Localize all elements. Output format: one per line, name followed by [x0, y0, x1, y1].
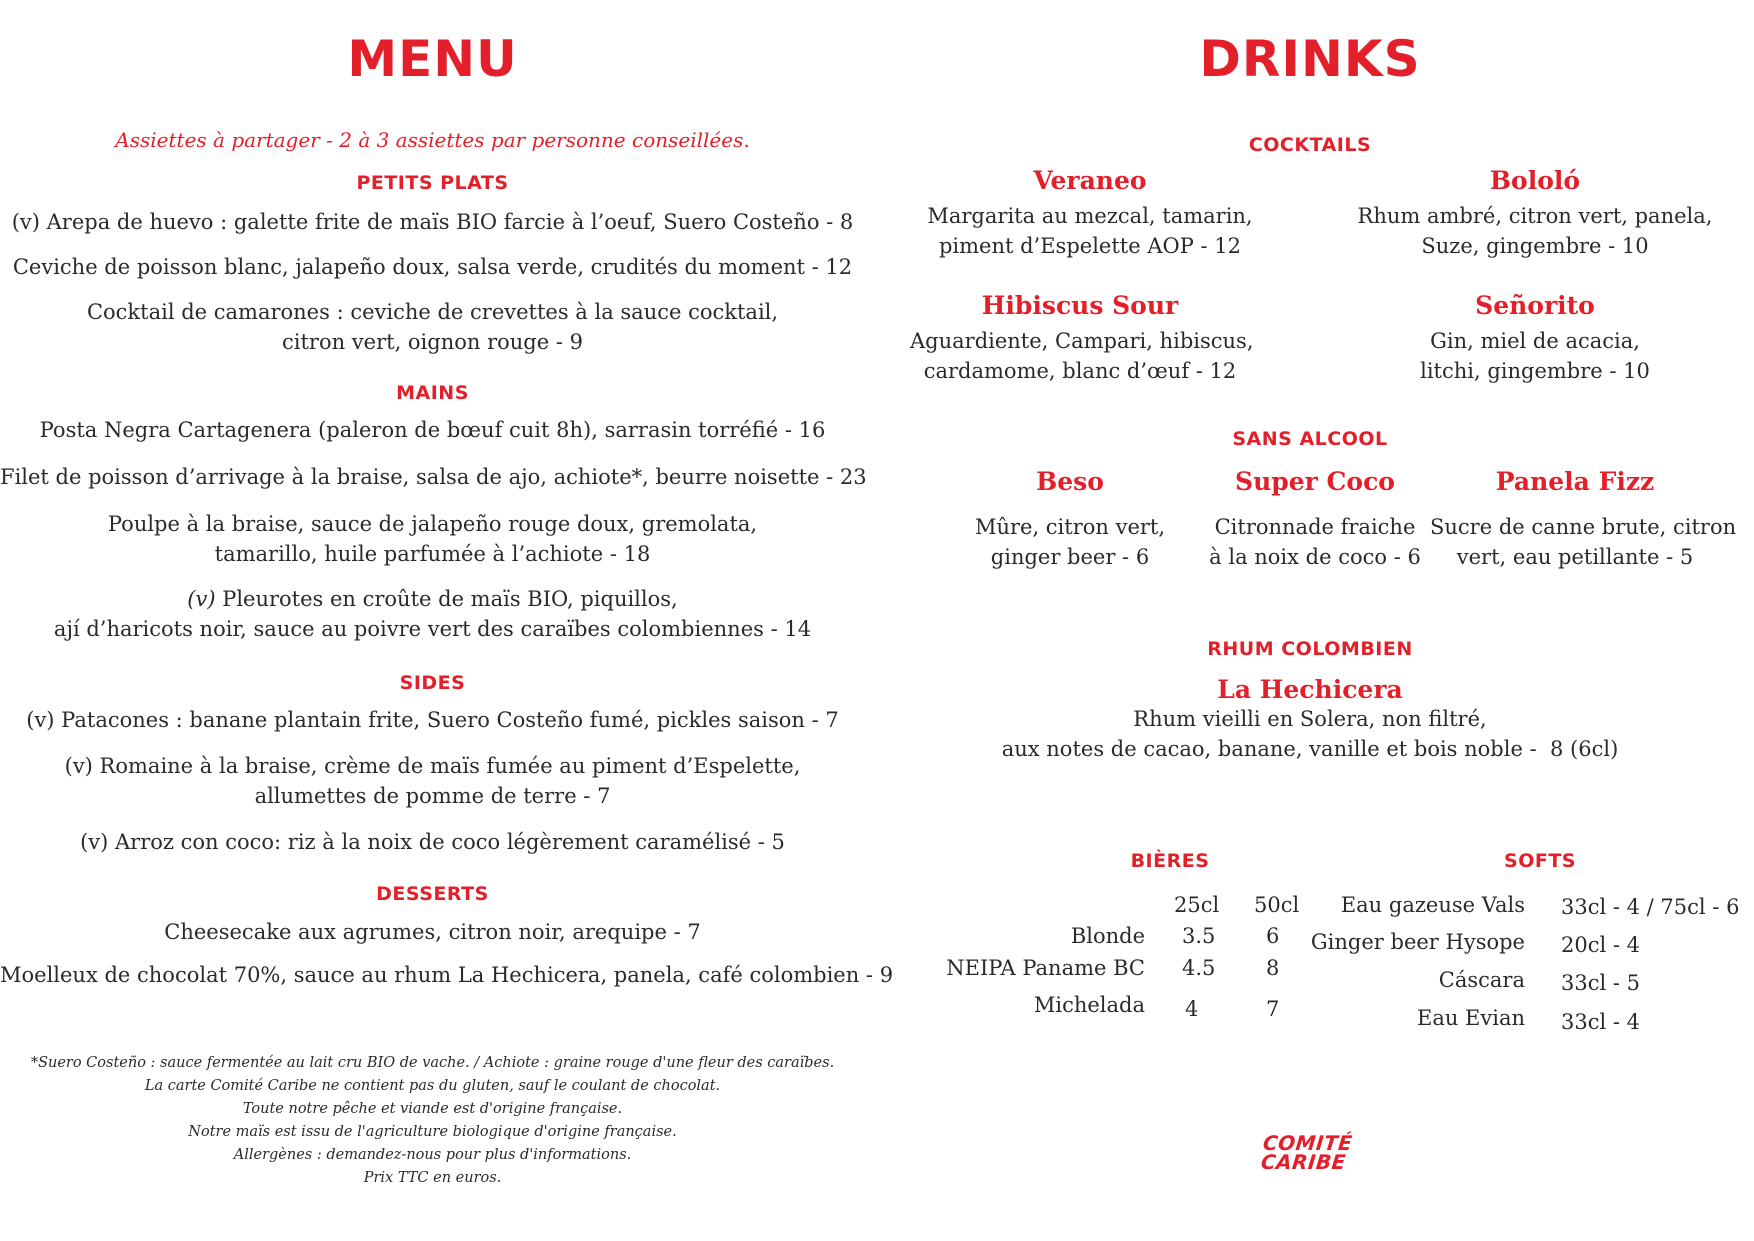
mocktail-desc: vert, eau petillante - 5 — [1456, 545, 1694, 569]
mains-item: Filet de poisson d’arrivage à la braise, salsa de ajo, achiote*, beurre noisette - 23 — [0, 465, 867, 489]
petits-plats-heading: PETITS PLATS — [356, 172, 509, 194]
mocktail-name: Beso — [1036, 467, 1104, 496]
soft-price: 20cl - 4 — [1561, 933, 1641, 957]
mocktail-beso — [950, 467, 1190, 572]
footnote-line: *Suero Costeño : sauce fermentée au lait cru BIO de vache. / Achiote : graine rouge d'une fleur des caraïbes. — [30, 1055, 835, 1071]
biere-price-50: 7 — [1266, 997, 1280, 1021]
footnote-line: Notre maïs est issu de l'agriculture biologique d'origine française. — [188, 1124, 677, 1140]
footnote-line: Prix TTC en euros. — [363, 1170, 502, 1186]
desserts-item: Cheesecake aux agrumes, citron noir, arequipe - 7 — [164, 920, 701, 944]
mains-item: Poulpe à la braise, sauce de jalapeño rouge doux, gremolata, — [107, 512, 758, 536]
soft-name: Ginger beer Hysope — [1310, 930, 1525, 954]
soft-name: Eau gazeuse Vals — [1340, 893, 1525, 917]
sans-alcool-heading: SANS ALCOOL — [1232, 428, 1388, 450]
footnote-line: Allergènes : demandez-nous pour plus d'informations. — [233, 1147, 632, 1163]
biere-name: NEIPA Paname BC — [946, 956, 1145, 980]
petits-plats-item: Ceviche de poisson blanc, jalapeño doux, salsa verde, crudités du moment - 12 — [12, 255, 853, 279]
mains-item-text: Pleurotes en croûte de maïs BIO, piquillos, — [215, 587, 678, 611]
cocktail-name: Bololó — [1489, 166, 1581, 195]
soft-price: 33cl - 5 — [1561, 971, 1641, 995]
biere-price-50: 8 — [1266, 956, 1280, 980]
cocktail-desc: cardamome, blanc d’œuf - 12 — [923, 359, 1237, 383]
petits-plats-item: (v) Arepa de huevo : galette frite de maïs BIO farcie à l’oeuf, Suero Costeño - 8 — [11, 210, 854, 234]
mocktail-panela-fizz — [1430, 467, 1737, 572]
biere-price-50: 6 — [1266, 924, 1280, 948]
soft-price: 33cl - 4 — [1561, 1010, 1641, 1034]
cocktail-desc: Rhum ambré, citron vert, panela, — [1357, 204, 1713, 228]
mocktail-desc: Citronnade fraiche — [1214, 515, 1416, 539]
mains-item: ají d’haricots noir, sauce au poivre vert des caraïbes colombiennes - 14 — [53, 617, 812, 641]
rhum-heading: RHUM COLOMBIEN — [1207, 638, 1413, 660]
mains-item: Posta Negra Cartagenera (paleron de bœuf cuit 8h), sarrasin torréfié - 16 — [39, 418, 826, 442]
mocktail-name: Super Coco — [1235, 467, 1395, 496]
sides-item: allumettes de pomme de terre - 7 — [254, 784, 611, 808]
vegetarian-marker: (v) — [187, 587, 216, 611]
cocktail-veraneo — [920, 166, 1260, 261]
mocktail-desc: à la noix de coco - 6 — [1209, 545, 1421, 569]
cocktail-bololo — [1340, 166, 1730, 261]
sides-heading: SIDES — [399, 672, 466, 694]
biere-name: Michelada — [1033, 993, 1145, 1017]
mocktail-desc: Sucre de canne brute, citron — [1430, 515, 1737, 539]
desserts-item: Moelleux de chocolat 70%, sauce au rhum La Hechicera, panela, café colombien - 9 — [0, 963, 894, 987]
softs-heading: SOFTS — [1504, 850, 1576, 872]
cocktail-desc: Margarita au mezcal, tamarin, — [927, 204, 1253, 228]
desserts-heading: DESSERTS — [376, 883, 489, 905]
footnote-line: La carte Comité Caribe ne contient pas du gluten, sauf le coulant de chocolat. — [144, 1078, 721, 1094]
rhum-la-hechicera — [960, 675, 1660, 764]
drinks-title: DRINKS — [1199, 30, 1421, 88]
cocktail-desc: Suze, gingembre - 10 — [1421, 234, 1649, 258]
menu-title: MENU — [347, 30, 518, 88]
sides-item: (v) Romaine à la braise, crème de maïs fumée au piment d’Espelette, — [64, 754, 801, 778]
cocktail-desc: Gin, miel de acacia, — [1430, 329, 1640, 353]
soft-name: Cáscara — [1438, 968, 1525, 992]
bieres-heading: BIÈRES — [1130, 850, 1210, 872]
cocktail-desc: Aguardiente, Campari, hibiscus, — [910, 329, 1254, 353]
mocktail-desc: ginger beer - 6 — [990, 545, 1150, 569]
rhum-desc: aux notes de cacao, banane, vanille et bois noble - 8 (6cl) — [1001, 737, 1619, 761]
bieres-col-25cl: 25cl — [1174, 893, 1220, 917]
mocktail-super-coco — [1200, 467, 1430, 572]
biere-price-25: 3.5 — [1182, 924, 1216, 948]
mains-item — [0, 584, 865, 614]
footnote-line: Toute notre pêche et viande est d'origine française. — [242, 1101, 623, 1117]
rhum-name: La Hechicera — [1217, 675, 1403, 704]
biere-price-25: 4 — [1185, 997, 1199, 1021]
soft-price: 33cl - 4 / 75cl - 6 — [1561, 895, 1740, 919]
mains-heading: MAINS — [396, 382, 469, 404]
logo-line: CARIBE — [1259, 1150, 1348, 1174]
rhum-desc: Rhum vieilli en Solera, non filtré, — [1133, 707, 1487, 731]
cocktails-heading: COCKTAILS — [1248, 134, 1372, 156]
cocktail-name: Veraneo — [1033, 166, 1147, 195]
mocktail-name: Panela Fizz — [1495, 467, 1655, 496]
cocktail-desc: litchi, gingembre - 10 — [1420, 359, 1650, 383]
cocktail-name: Hibiscus Sour — [981, 291, 1179, 320]
mocktail-desc: Mûre, citron vert, — [974, 515, 1166, 539]
menu-tagline: Assiettes à partager - 2 à 3 assiettes par personne conseillées. — [115, 128, 750, 152]
cocktail-name: Señorito — [1475, 291, 1595, 320]
comite-caribe-logo — [1259, 1131, 1354, 1174]
soft-name: Eau Evian — [1416, 1006, 1525, 1030]
biere-name: Blonde — [1070, 924, 1145, 948]
petits-plats-item: Cocktail de camarones : ceviche de crevettes à la sauce cocktail, — [86, 300, 779, 324]
cocktail-hibiscus-sour — [910, 291, 1254, 386]
footnotes — [0, 1052, 865, 1190]
mains-item: tamarillo, huile parfumée à l’achiote - 18 — [214, 542, 651, 566]
bieres-col-50cl: 50cl — [1254, 893, 1300, 917]
cocktail-desc: piment d’Espelette AOP - 12 — [938, 234, 1242, 258]
logo-line: COMITÉ — [1261, 1131, 1354, 1155]
sides-item: (v) Arroz con coco: riz à la noix de coco légèrement caramélisé - 5 — [80, 830, 785, 854]
petits-plats-item: citron vert, oignon rouge - 9 — [282, 330, 583, 354]
biere-price-25: 4.5 — [1182, 956, 1216, 980]
cocktail-senorito — [1375, 291, 1695, 386]
sides-item: (v) Patacones : banane plantain frite, Suero Costeño fumé, pickles saison - 7 — [26, 708, 839, 732]
